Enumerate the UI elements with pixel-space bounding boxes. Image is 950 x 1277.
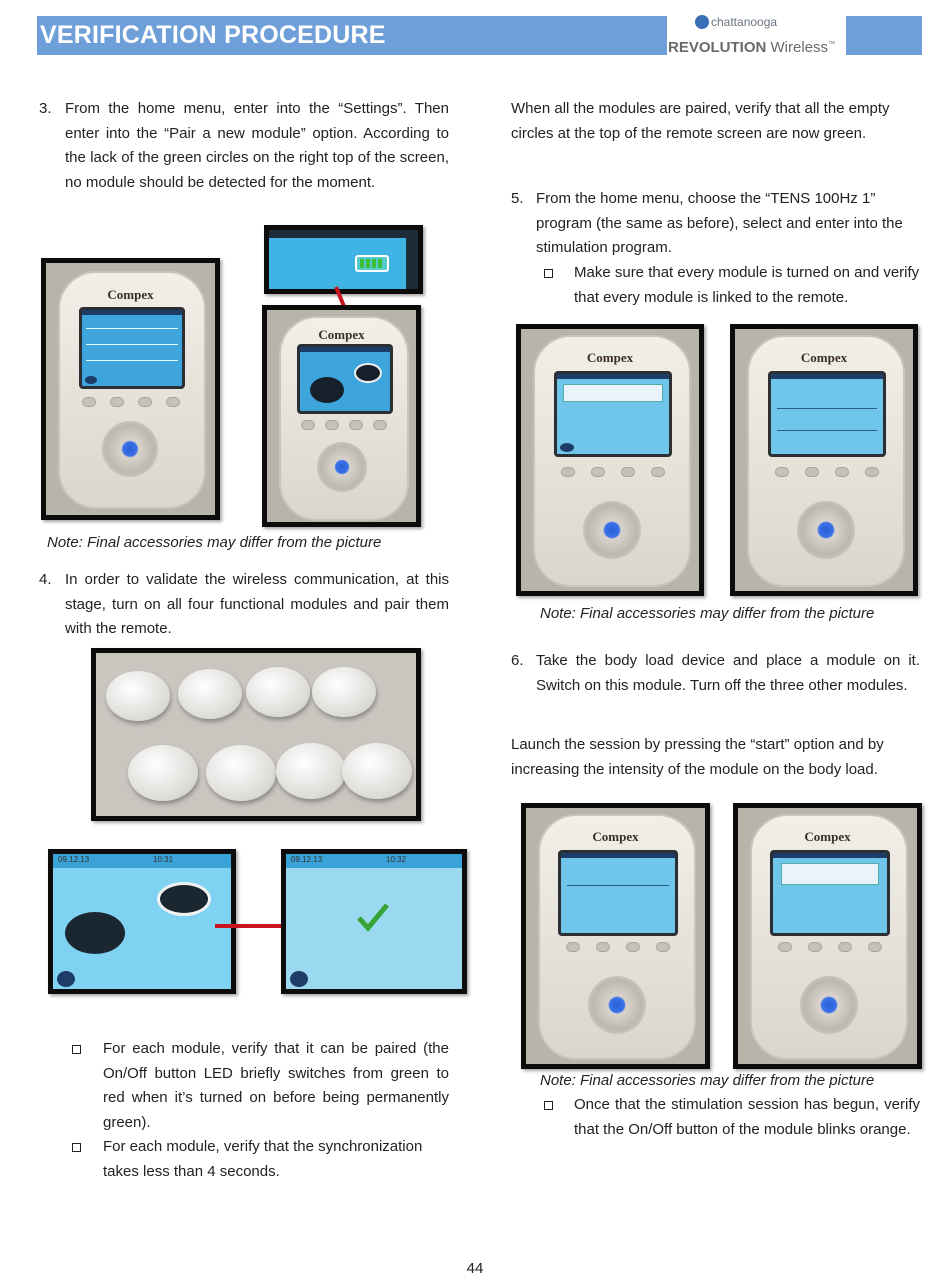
screen-time: 10:32 bbox=[386, 855, 407, 864]
device-knob bbox=[797, 501, 855, 559]
checkmark-icon bbox=[356, 902, 390, 932]
bullet-text: Once that the stimulation session has begun, verify that the On/Off button of the module blinks orange. bbox=[574, 1096, 920, 1138]
step-6 bbox=[511, 649, 920, 724]
device-logo: Compex bbox=[800, 350, 848, 365]
module-icon bbox=[310, 377, 344, 403]
device-button bbox=[626, 942, 640, 952]
chattanooga-logo bbox=[711, 14, 777, 30]
photo-device-session bbox=[521, 803, 710, 1069]
device-screen bbox=[768, 371, 886, 457]
screen-menu-line bbox=[86, 360, 178, 361]
module-pad bbox=[178, 669, 242, 719]
screen-menu-line bbox=[86, 344, 178, 345]
device-button bbox=[656, 942, 670, 952]
photo-device-settings bbox=[41, 258, 220, 520]
product-name bbox=[668, 35, 835, 58]
screen-status-bar bbox=[82, 310, 182, 315]
screen-menu-line bbox=[777, 408, 877, 409]
device-screen bbox=[297, 344, 393, 414]
checkbox-bullet-icon bbox=[72, 1143, 81, 1152]
screen-status-bar bbox=[557, 374, 669, 379]
checkbox-bullet-icon bbox=[72, 1045, 81, 1054]
step-text: In order to validate the wireless communication, at this stage, turn on all four functional modules and pair them with the remote. bbox=[65, 571, 449, 637]
screen-menu-line bbox=[86, 328, 178, 329]
screen-edge bbox=[406, 230, 418, 289]
device-knob bbox=[317, 442, 367, 492]
page-number: 44 bbox=[466, 1260, 484, 1277]
screen-dialog bbox=[563, 384, 663, 402]
module-pad bbox=[312, 667, 376, 717]
bullet-item bbox=[544, 261, 920, 310]
device-button bbox=[778, 942, 792, 952]
screen-status-bar bbox=[561, 853, 675, 858]
device-knob bbox=[583, 501, 641, 559]
back-icon bbox=[57, 971, 75, 987]
paragraph: When all the modules are paired, verify that all the empty circles at the top of the remote screen are now green. bbox=[511, 100, 890, 142]
screen-back-icon bbox=[85, 376, 97, 384]
device-button bbox=[166, 397, 180, 407]
brand-logo bbox=[667, 12, 846, 58]
step-text: From the home menu, enter into the “Settings”. Then enter into the “Pair a new module” option. According to the lack of the green circles on the right top of the screen, no module should be detected for the moment. bbox=[65, 100, 449, 191]
step-4 bbox=[39, 568, 449, 643]
module-pad bbox=[206, 745, 276, 801]
screen-menu-line bbox=[567, 885, 669, 886]
device-button bbox=[865, 467, 879, 477]
module-pad bbox=[246, 667, 310, 717]
device-screen bbox=[770, 850, 890, 936]
photo-device-modules bbox=[262, 305, 421, 527]
step-text: From the home menu, choose the “TENS 100Hz 1” program (the same as before), select and enter into the stimulation program. bbox=[536, 190, 903, 256]
bullet-text: For each module, verify that the synchronization takes less than 4 seconds. bbox=[103, 1138, 423, 1180]
screen-pairing bbox=[48, 849, 236, 994]
product-name-rest: Wireless bbox=[766, 39, 829, 56]
photo-device-confirm bbox=[516, 324, 704, 596]
bullet-item bbox=[72, 1037, 449, 1135]
bullet-item bbox=[544, 1093, 920, 1167]
screen-time: 10:31 bbox=[153, 855, 174, 864]
device-logo: Compex bbox=[804, 829, 851, 844]
device-knob bbox=[588, 976, 646, 1034]
device-logo: Compex bbox=[107, 287, 154, 302]
screen-frame bbox=[269, 230, 418, 238]
device-button bbox=[566, 942, 580, 952]
step-number: 6. bbox=[511, 652, 524, 669]
module-icon bbox=[157, 882, 211, 916]
checkbox-bullet-icon bbox=[544, 269, 553, 278]
step-text: Take the body load device and place a module on it. Switch on this module. Turn off the three other modules. bbox=[536, 652, 920, 694]
page-title: VERIFICATION PROCEDURE bbox=[40, 21, 386, 49]
note-caption: Note: Final accessories may differ from the picture bbox=[540, 1072, 875, 1089]
logo-mark-icon bbox=[695, 15, 709, 29]
device-screen bbox=[554, 371, 672, 457]
back-icon bbox=[290, 971, 308, 987]
bullet-text: For each module, verify that it can be paired (the On/Off button LED briefly switches from green to red when it’s turned on before being permanently green). bbox=[103, 1040, 449, 1131]
module-icon bbox=[65, 912, 125, 954]
device-button bbox=[775, 467, 789, 477]
screen-dialog bbox=[781, 863, 879, 885]
device-knob bbox=[800, 976, 858, 1034]
device-button bbox=[835, 467, 849, 477]
checkmark-stroke bbox=[359, 905, 387, 928]
device-logo: Compex bbox=[318, 327, 365, 342]
checkbox-bullet-icon bbox=[544, 1101, 553, 1110]
device-button bbox=[82, 397, 96, 407]
device-button bbox=[808, 942, 822, 952]
bullet-text: Make sure that every module is turned on and verify that every module is linked to the remote. bbox=[574, 264, 920, 306]
screen-status-bar bbox=[300, 347, 390, 352]
bullet-item bbox=[72, 1135, 449, 1184]
device-button bbox=[373, 420, 387, 430]
note-caption: Note: Final accessories may differ from the picture bbox=[47, 534, 382, 551]
device-button bbox=[138, 397, 152, 407]
module-pad bbox=[342, 743, 412, 799]
device-button bbox=[805, 467, 819, 477]
step-5 bbox=[511, 187, 920, 262]
device-button bbox=[596, 942, 610, 952]
step-number: 5. bbox=[511, 190, 524, 207]
photo-device-program bbox=[730, 324, 918, 596]
header-band-right bbox=[846, 16, 922, 55]
module-pad bbox=[276, 743, 346, 799]
brand-name: chattanooga bbox=[711, 15, 778, 29]
screen-status-bar bbox=[773, 853, 887, 858]
device-button bbox=[349, 420, 363, 430]
screen-date: 09.12.13 bbox=[291, 855, 323, 864]
device-button bbox=[561, 467, 575, 477]
paragraph: Launch the session by pressing the “start” option and by increasing the intensity of the module on the body load. bbox=[511, 736, 884, 778]
module-icon bbox=[354, 363, 382, 383]
battery-icon bbox=[355, 255, 389, 272]
device-button bbox=[591, 467, 605, 477]
photo-wireless-modules bbox=[91, 648, 421, 821]
device-logo: Compex bbox=[592, 829, 639, 844]
module-pad bbox=[128, 745, 198, 801]
device-screen bbox=[558, 850, 678, 936]
device-button bbox=[110, 397, 124, 407]
device-button bbox=[868, 942, 882, 952]
battery-level bbox=[360, 259, 384, 268]
device-button bbox=[621, 467, 635, 477]
device-button bbox=[838, 942, 852, 952]
step-3 bbox=[39, 97, 449, 219]
device-button bbox=[301, 420, 315, 430]
note-caption: Note: Final accessories may differ from the picture bbox=[540, 605, 875, 622]
screen-paired bbox=[281, 849, 467, 994]
screen-back-icon bbox=[560, 443, 574, 452]
step-number: 4. bbox=[39, 571, 52, 588]
photo-device-stimulation bbox=[733, 803, 922, 1069]
screen-status-bar bbox=[771, 374, 883, 379]
module-pad bbox=[106, 671, 170, 721]
device-knob bbox=[102, 421, 158, 477]
screen-menu-line bbox=[777, 430, 877, 431]
step-number: 3. bbox=[39, 100, 52, 117]
device-button bbox=[651, 467, 665, 477]
device-button bbox=[325, 420, 339, 430]
device-screen bbox=[79, 307, 185, 389]
product-name-bold: REVOLUTION bbox=[668, 39, 767, 56]
screen-date: 09.12.13 bbox=[58, 855, 90, 864]
device-logo: Compex bbox=[586, 350, 634, 365]
trademark: ™ bbox=[828, 41, 836, 48]
